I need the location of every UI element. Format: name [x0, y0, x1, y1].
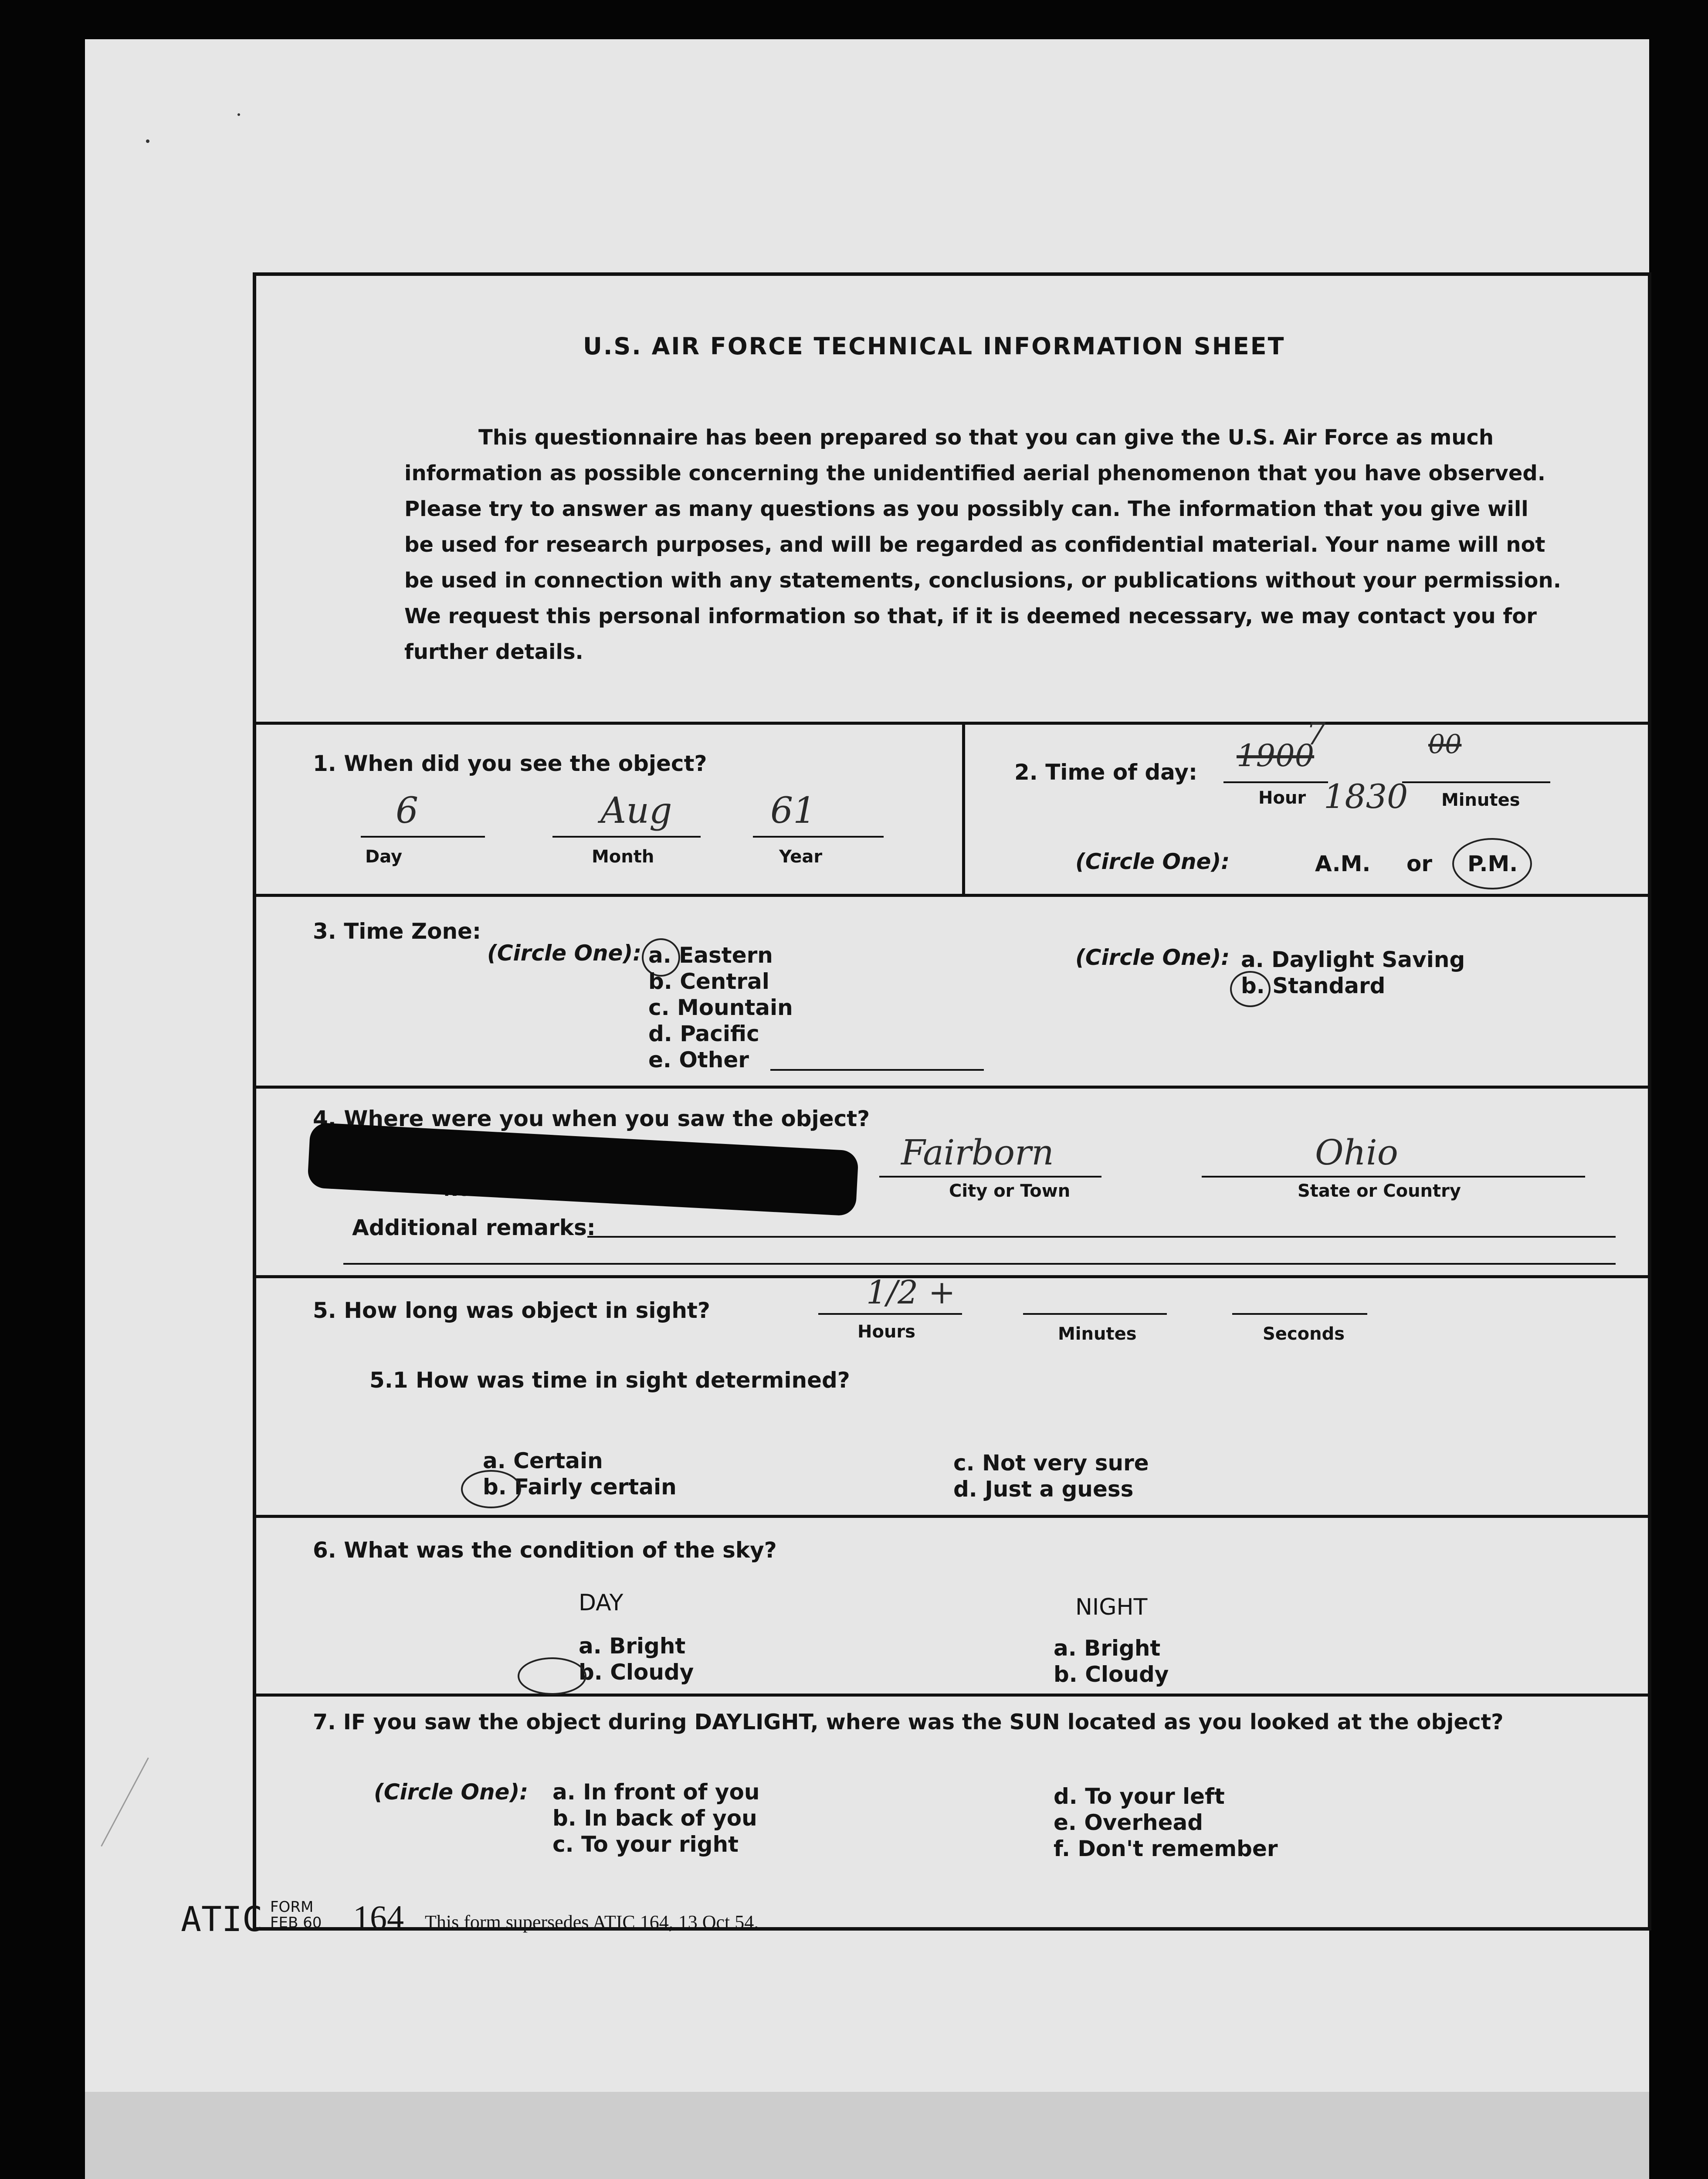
q1-month-answer[interactable]: Aug	[600, 790, 672, 832]
sun-option[interactable]: a. In front of you	[552, 1779, 760, 1805]
q3-circle-one: (Circle One):	[487, 940, 642, 966]
section-sky-condition	[256, 1518, 1648, 1697]
minutes-label: Minutes	[1441, 790, 1520, 810]
q7-circle-one: (Circle One):	[374, 1779, 529, 1805]
day-heading: DAY	[579, 1590, 624, 1616]
minutes-line	[1402, 781, 1550, 783]
technical-information-form	[253, 272, 1651, 1931]
night-option[interactable]: a. Bright	[1054, 1636, 1161, 1661]
sun-option[interactable]: f. Don't remember	[1054, 1836, 1278, 1861]
q4-state-answer[interactable]: Ohio	[1315, 1132, 1398, 1173]
paper-speck	[146, 139, 149, 143]
form-header	[256, 276, 1648, 725]
q3-dst-circle-one: (Circle One):	[1075, 945, 1230, 970]
document-page	[85, 39, 1649, 2179]
q2-question: 2. Time of day:	[1014, 760, 1197, 785]
footer-form-date: FEB 60	[270, 1914, 322, 1931]
remarks-label: Additional remarks:	[352, 1215, 596, 1240]
zone-option[interactable]: d. Pacific	[648, 1021, 759, 1046]
remarks-line-2	[343, 1263, 1616, 1265]
remarks-line	[587, 1236, 1616, 1238]
sun-option[interactable]: e. Overhead	[1054, 1810, 1203, 1835]
month-label: Month	[592, 847, 654, 867]
hours-line	[818, 1313, 962, 1315]
sun-option[interactable]: d. To your left	[1054, 1784, 1225, 1809]
pm-selection-circle	[1452, 838, 1532, 889]
footer-supersedes-note: This form supersedes ATIC 164, 13 Oct 54.	[425, 1911, 759, 1933]
paper-scratch	[101, 1758, 149, 1846]
q2-minutes-struck: 00	[1428, 729, 1462, 760]
q2-am[interactable]: A.M.	[1315, 851, 1371, 876]
q2-hour-struck: 1900	[1237, 738, 1315, 774]
section-time-zone	[256, 897, 1648, 1089]
cloudy-selection-circle	[518, 1657, 586, 1695]
intro-line: This questionnaire has been prepared so that you can give the U.S. Air Force as much	[478, 425, 1494, 450]
seconds-line	[1232, 1313, 1367, 1315]
q1-year-answer[interactable]: 61	[770, 790, 816, 832]
minutes-line	[1023, 1313, 1167, 1315]
day-option[interactable]: a. Bright	[579, 1633, 686, 1659]
sun-option[interactable]: b. In back of you	[552, 1806, 757, 1831]
intro-line: We request this personal information so that, if it is deemed necessary, we may contact you for	[404, 604, 1537, 628]
q5-question: 5. How long was object in sight?	[313, 1298, 710, 1323]
q1-day-answer[interactable]: 6	[396, 790, 419, 832]
footer-form-number: 164	[353, 1898, 404, 1936]
section-location	[256, 1089, 1648, 1278]
hours-label: Hours	[857, 1322, 915, 1342]
city-line	[879, 1176, 1101, 1178]
intro-line: information as possible concerning the unidentified aerial phenomenon that you have observed.	[404, 461, 1545, 485]
q4-question: 4. Where were you when you saw the object?	[313, 1106, 870, 1131]
day-label: Day	[365, 847, 403, 867]
redaction-mark	[307, 1122, 859, 1216]
dst-option[interactable]: a. Daylight Saving	[1241, 947, 1465, 972]
state-label: State or Country	[1298, 1181, 1461, 1201]
q5-1-question: 5.1 How was time in sight determined?	[369, 1368, 850, 1393]
q3-question: 3. Time Zone:	[313, 919, 481, 944]
zone-option[interactable]: e. Other	[648, 1047, 749, 1073]
zone-option[interactable]: a. Eastern	[648, 943, 773, 968]
night-option[interactable]: b. Cloudy	[1054, 1662, 1169, 1687]
certainty-option[interactable]: c. Not very sure	[953, 1450, 1149, 1476]
q2-circle-one: (Circle One):	[1075, 849, 1230, 874]
footer-atic: ATIC	[181, 1900, 263, 1939]
intro-line: be used in connection with any statements, conclusions, or publications without your permission.	[404, 568, 1561, 593]
month-line	[552, 836, 701, 838]
q4-city-answer[interactable]: Fairborn	[901, 1132, 1054, 1173]
seconds-label: Seconds	[1263, 1324, 1345, 1344]
q1-question: 1. When did you see the object?	[313, 751, 707, 776]
minutes-label: Minutes	[1058, 1324, 1137, 1344]
hour-label: Hour	[1258, 788, 1306, 808]
sun-option[interactable]: c. To your right	[552, 1832, 739, 1857]
dst-option[interactable]: b. Standard	[1241, 973, 1386, 998]
q7-question: 7. IF you saw the object during DAYLIGHT, where was the SUN located as you looked at the object?	[313, 1710, 1504, 1734]
section-sun-position	[256, 1697, 1648, 1934]
q2-pm[interactable]: P.M.	[1467, 851, 1518, 876]
state-line	[1202, 1176, 1585, 1178]
column-divider	[962, 725, 965, 895]
paper-speck	[237, 113, 240, 116]
day-option[interactable]: b. Cloudy	[579, 1660, 694, 1685]
q2-hour-correction: 7	[1306, 716, 1326, 752]
form-title: U.S. AIR FORCE TECHNICAL INFORMATION SHEET	[583, 333, 1285, 360]
city-label: City or Town	[949, 1181, 1071, 1201]
footer-form-word: FORM	[270, 1898, 314, 1916]
page-shadow-area	[85, 2092, 1649, 2179]
intro-line: Please try to answer as many questions as you possibly can. The information that you give will	[404, 497, 1528, 521]
intro-line: be used for research purposes, and will be regarded as confidential material. Your name will not	[404, 533, 1545, 557]
q2-time-answer[interactable]: 1830	[1324, 777, 1408, 816]
q2-or: or	[1406, 851, 1433, 876]
intro-line: further details.	[404, 640, 583, 664]
certainty-option[interactable]: d. Just a guess	[953, 1476, 1134, 1502]
section-date-time	[256, 716, 1648, 897]
zone-option[interactable]: b. Central	[648, 969, 769, 994]
fairly-certain-selection-circle	[461, 1470, 521, 1508]
certainty-option[interactable]: b. Fairly certain	[483, 1474, 677, 1500]
year-line	[753, 836, 884, 838]
night-heading: NIGHT	[1075, 1594, 1148, 1620]
zone-option[interactable]: c. Mountain	[648, 995, 793, 1020]
year-label: Year	[779, 847, 823, 867]
certainty-option[interactable]: a. Certain	[483, 1448, 603, 1473]
standard-selection-circle	[1230, 971, 1271, 1007]
other-zone-line	[770, 1069, 984, 1071]
section-duration	[256, 1274, 1648, 1518]
day-line	[361, 836, 485, 838]
q5-hours-answer[interactable]: 1/2 +	[866, 1274, 956, 1311]
hour-line	[1223, 781, 1328, 783]
q6-question: 6. What was the condition of the sky?	[313, 1538, 777, 1563]
